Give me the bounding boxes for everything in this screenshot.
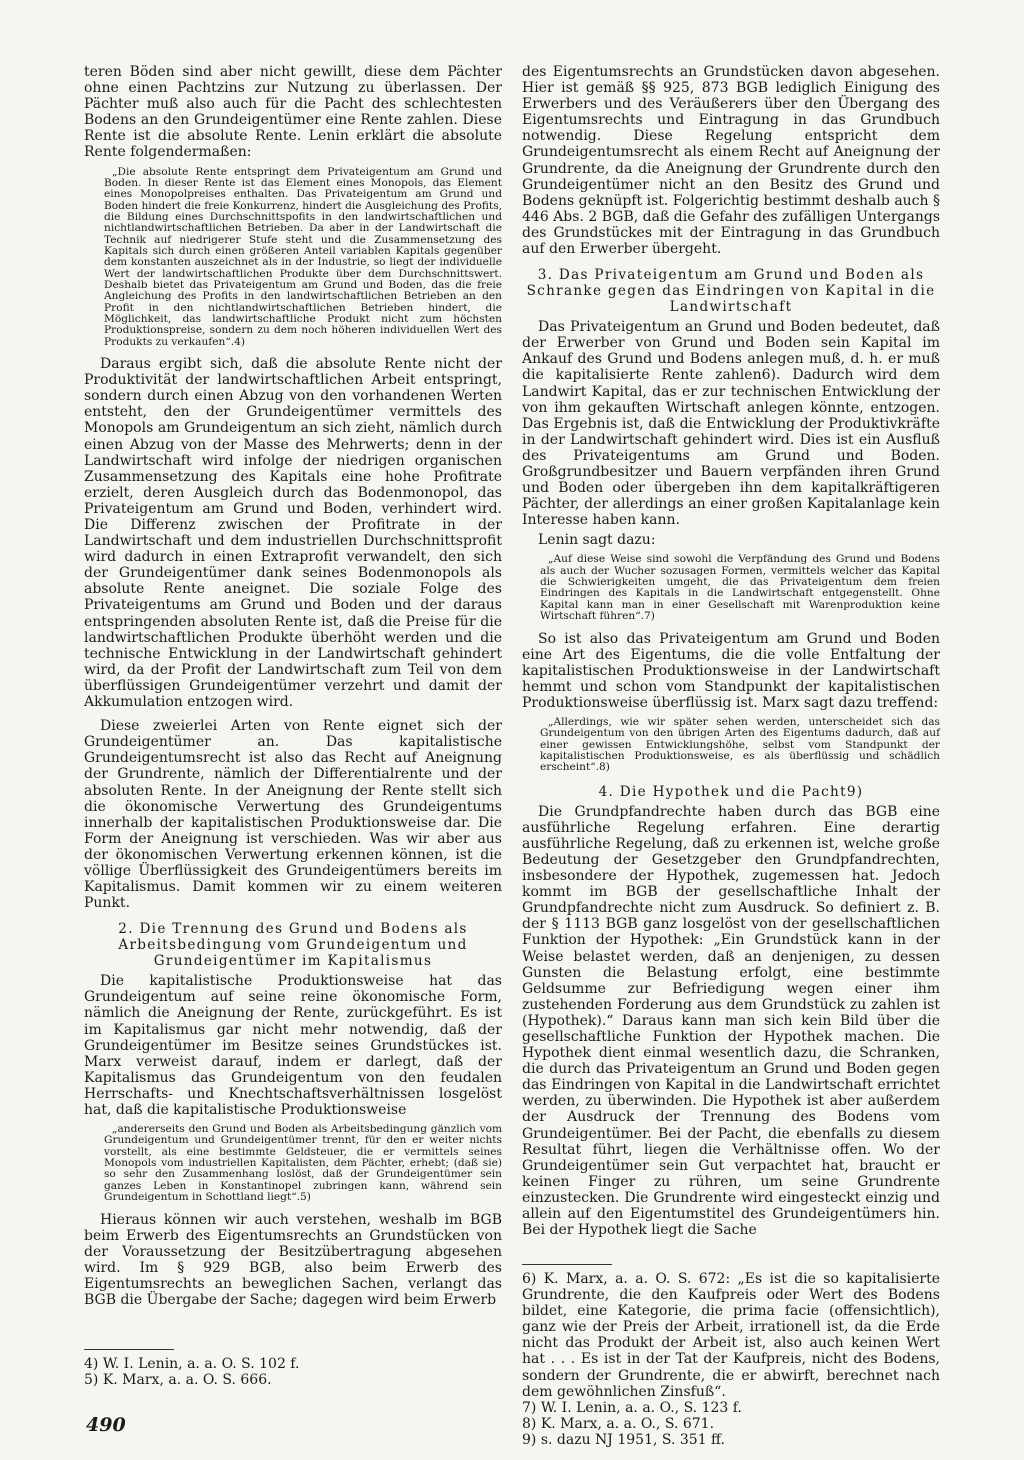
section-heading: 3. Das Privateigentum am Grund und Boden als Schranke gegen das Eindringen von Kapital in die Landwirtschaft xyxy=(526,267,936,316)
footnote: 9) s. dazu NJ 1951, S. 351 ff. xyxy=(522,1431,725,1448)
paragraph: Das Privateigentum an Grund und Boden bedeutet, daß der Erwerber von Grund und Boden sein Kapital im Ankauf des Grund und Bodens anlegen muß, d. h. er muß die kapitalisierte Rente zahlen6). Dadurch wird dem Landwirt Kapital, das er zur technischen Entwicklung der von ihm gekauften Wirtschaft anlegen könnte, entzogen. Das Ergebnis ist, daß die Entwicklung der Produktivkräfte in der Landwirtschaft gehindert wird. Dies ist ein Ausfluß des Privateigentums am Grund und Boden. Großgrundbesitzer und Bauern verpfänden ihren Grund und Boden oder übergeben ihn dem kapitalkräftigeren Pächter, der allerdings an einer großen Kapitalanlage kein Interesse haben kann. xyxy=(522,319,940,529)
block-quote: „Die absolute Rente entspringt dem Privateigentum am Grund und Boden. In dieser Rente ist das Element eines Monopols, das Element eines Monopolpreises enthalten. Das Privateigentum am Grund und Boden hindert die freie Konkurrenz, hindert die Ausgleichung des Profits, die Bildung eines Durchschnittspofits in den landwirtschaftlichen und nichtlandwirtschaftlichen Betrieben. Da aber in der Landwirtschaft die Technik auf niedrigerer Stufe steht und die Zusammensetzung des Kapitals sich durch einen größeren Anteil variablen Kapitals gegenüber dem konstanten auszeichnet als in der Industrie, so liegt der individuelle Wert der landwirtschaftlichen Produkte über dem Durchschnittswert. Deshalb bietet das Privateigentum am Grund und Boden, das die freie Angleichung des Profits in den landwirtschaftlichen Betrieben an den Profit in den nichtlandwirtschaftlichen Betrieben hindert, die Möglichkeit, das landwirtschaftliche Produkt nicht zum höchsten Produktionspreise, sondern zu dem noch höheren individuellen Wert des Produkts zu verkaufen“.4) xyxy=(104,165,502,348)
footnotes-right xyxy=(522,1264,940,1448)
paragraph: Daraus ergibt sich, daß die absolute Rente nicht der Produktivität der landwirtschaftlichen Arbeit entspringt, sondern durch einen Abzug von den vorhandenen Werten entsteht, den der Grundeigentümer vermittels des Monopols am Grundeigentum an sich zieht, nämlich durch einen Abzug von der Masse des Mehrwerts; denn in der Landwirtschaft wird infolge der niedrigen organischen Zusammensetzung des Kapitals eine hohe Profitrate erzielt, deren Ausgleich durch das Bodenmonopol, das Privateigentum am Grund und Boden, verhindert wird. Die Differenz zwischen der Profitrate in der Landwirtschaft und dem industriellen Durchschnittsprofit wird dadurch in einen Extraprofit verwandelt, den sich der Grundeigentümer dank seines Bodenmonopols als absolute Rente aneignet. Die soziale Folge des Privateigentums am Grund und Boden und der daraus entspringenden absoluten Rente ist, daß die Preise für die landwirtschaftlichen Produkte überhöht werden und die technische Entwicklung in der Landwirtschaft gehindert wird, da der Profit der Landwirtschaft zum Teil von dem überflüssigen Grundeigentümer verzehrt und damit der Akkumulation entzogen wird. xyxy=(84,356,502,711)
section-heading: 2. Die Trennung des Grund und Bodens als Arbeitsbedingung vom Grundeigentum und Grundeigentümer im Kapitalismus xyxy=(118,921,468,970)
footnote-rule xyxy=(522,1264,612,1265)
paragraph: Hieraus können wir auch verstehen, weshalb im BGB beim Erwerb des Eigentumsrechts an Grundstücken von der Voraussetzung der Besitzübertragung abgesehen wird. Im § 929 BGB, also beim Erwerb des Eigentumsrechts an beweglichen Sachen, verlangt das BGB die Übergabe der Sache; dagegen wird beim Erwerb xyxy=(84,1211,502,1308)
paragraph: des Eigentumsrechts an Grundstücken davon abgesehen. Hier ist gemäß §§ 925, 873 BGB lediglich Einigung des Erwerbers und des Veräußerers über den Übergang des Eigentumsrechts und Eintragung in das Grundbuch notwendig. Diese Regelung entspricht dem Grundeigentumsrecht als einem Recht auf Aneignung der Grundrente, da die Aneignung der Grundrente durch den Grundeigentümer nicht an den Besitz des Grund und Bodens geknüpft ist. Folgerichtig bestimmt deshalb auch § 446 Abs. 2 BGB, daß die Gefahr des zufälligen Untergangs des Grundstückes mit der Eintragung in das Grundbuch auf den Erwerber übergeht. xyxy=(522,64,940,258)
paragraph: teren Böden sind aber nicht gewillt, diese dem Pächter ohne einen Pachtzins zur Nutzung zu überlassen. Der Pächter muß also auch für die Pacht des schlechtesten Bodens an den Grundeigentümer eine Rente zahlen. Diese Rente ist die absolute Rente. Lenin erklärt die absolute Rente folgendermaßen: xyxy=(84,64,502,161)
paragraph: Diese zweierlei Arten von Rente eignet sich der Grundeigentümer an. Das kapitalistische Grundeigentumsrecht ist also das Recht auf Aneignung der Grundrente, nämlich der Differentialrente und der absoluten Rente. In der Aneignung der Rente stellt sich die ökonomische Verwertung des Grundeigentums innerhalb der kapitalistischen Produktionsweise dar. Die Form der Aneignung ist verschieden. Was wir aber aus der ökonomischen Verwertung erkennen können, ist die völlige Überflüssigkeit des Grundeigentümers bereits im Kapitalismus. Damit kommen wir zu einem weiteren Punkt. xyxy=(84,718,502,912)
block-quote: „Auf diese Weise sind sowohl die Verpfändung des Grund und Bodens als auch der Wucher sozusagen Formen, vermittels welcher das Kapital die Schwierigkeiten umgeht, die das Privateigentum dem freien Eindringen des Kapitals in die Landwirtschaft entgegenstellt. Ohne Kapital kann man in einer Gesellschaft mit Warenproduktion keine Wirtschaft führen“.7) xyxy=(540,553,940,623)
paragraph: So ist also das Privateigentum am Grund und Boden eine Art des Eigentums, die die volle Entfaltung der kapitalistischen Produktionsweise in der Landwirtschaft hemmt und schon vom Standpunkt der kapitalistischen Produktionsweise überflüssig ist. Marx sagt dazu treffend: xyxy=(522,630,940,711)
block-quote: „andererseits den Grund und Boden als Arbeitsbedingung gänzlich vom Grundeigentum und Grundeigentümer trennt, für den er weiter nichts vorstellt, als eine bestimmte Geldsteuer, die er vermittels seines Monopols vom industriellen Kapitalisten, dem Pächter, erhebt; (daß sie) so sehr den Zusammenhang loslöst, daß der Grundeigentümer sein ganzes Leben in Konstantinopel zubringen kann, während sein Grundeigentum in Schottland liegt“.5) xyxy=(104,1123,502,1204)
footnotes-left xyxy=(84,1349,502,1388)
footnote: 8) K. Marx, a. a. O., S. 671. xyxy=(522,1415,715,1432)
footnote: 6) K. Marx, a. a. O. S. 672: „Es ist die so kapitalisierte Grundrente, die den Kaufpreis oder Wert des Bodens bildet, eine Kategorie, die prima facie (offensichtlich), ganz wie der Preis der Arbeit, irrationell ist, da die Erde nicht das Produkt der Arbeit ist, also auch keinen Wert hat . . . Es ist in der Tat der Kaufpreis, nicht des Bodens, sondern der Grundrente, die er abwirft, berechnet nach dem gewöhnlichen Zinsfuß“. xyxy=(522,1271,940,1400)
paragraph: Lenin sagt dazu: xyxy=(538,532,656,549)
paragraph: Die Grundpfandrechte haben durch das BGB eine ausführliche Regelung erfahren. Eine derartig ausführliche Regelung, daß zu erkennen ist, welche große Bedeutung der Gesetzgeber den Grundpfandrechten, insbesondere der Hypothek, zugemessen hat. Jedoch kommt im BGB der gesellschaftliche Inhalt der Grundpfandrechte nicht zum Ausdruck. So definiert z. B. der § 1113 BGB ganz losgelöst von der gesellschaftlichen Funktion der Hypothek: „Ein Grundstück kann in der Weise belastet werden, daß an denjenigen, zu dessen Gunsten die Belastung erfolgt, eine bestimmte Geldsumme zur Befriedigung wegen einer ihm zustehenden Forderung aus dem Grundstück zu zahlen ist (Hypothek).“ Daraus kann man sich kein Bild über die gesellschaftliche Funktion der Hypothek machen. Die Hypothek dient einmal wesentlich dazu, die Schranken, die durch das Privateigentum an Grund und Boden gegen das Eindringen von Kapital in die Landwirtschaft errichtet werden, zu überwinden. Die Hypothek ist aber außerdem der Ausdruck der Trennung des Bodens vom Grundeigentümer. Bei der Pacht, die ebenfalls zu diesem Resultat führt, liegen die Verhältnisse offen. Wo der Grundeigentümer sein Gut verpachtet hat, braucht er keinen Finger zu rühren, um seine Grundrente einzustecken. Die Grundrente wird eingesteckt einzig und allein auf den Eigentumstitel des Grundeigentümers hin. Bei der Hypothek liegt die Sache xyxy=(522,803,940,1239)
paragraph: Die kapitalistische Produktionsweise hat das Grundeigentum auf seine reine ökonomische Form, nämlich die Aneignung der Rente, zurückgeführt. Es ist im Kapitalismus gar nicht mehr notwendig, daß der Grundeigentümer im Besitze seines Grundstückes ist. Marx verweist darauf, indem er darlegt, daß der Kapitalismus das Grundeigentum von den feudalen Herrschafts- und Knechtschaftsverhältnissen losgelöst hat, daß die kapitalistische Produktionsweise xyxy=(84,973,502,1118)
block-quote: „Allerdings, wie wir später sehen werden, unterscheidet sich das Grundeigentum von den übrigen Arten des Eigentums dadurch, daß auf einer gewissen Entwicklungshöhe, selbst vom Standpunkt der kapitalistischen Produktionsweise, es als überflüssig und schädlich erscheint“.8) xyxy=(540,715,940,774)
footnote: 5) K. Marx, a. a. O. S. 666. xyxy=(84,1372,272,1389)
right-column xyxy=(522,64,940,1238)
footnote-rule xyxy=(84,1349,174,1350)
footnote: 4) W. I. Lenin, a. a. O. S. 102 f. xyxy=(84,1356,300,1372)
left-column xyxy=(84,64,502,1308)
section-heading: 4. Die Hypothek und die Pacht9) xyxy=(598,783,864,800)
page-number: 490 xyxy=(86,1414,126,1436)
footnote: 7) W. I. Lenin, a. a. O., S. 123 f. xyxy=(522,1399,742,1416)
